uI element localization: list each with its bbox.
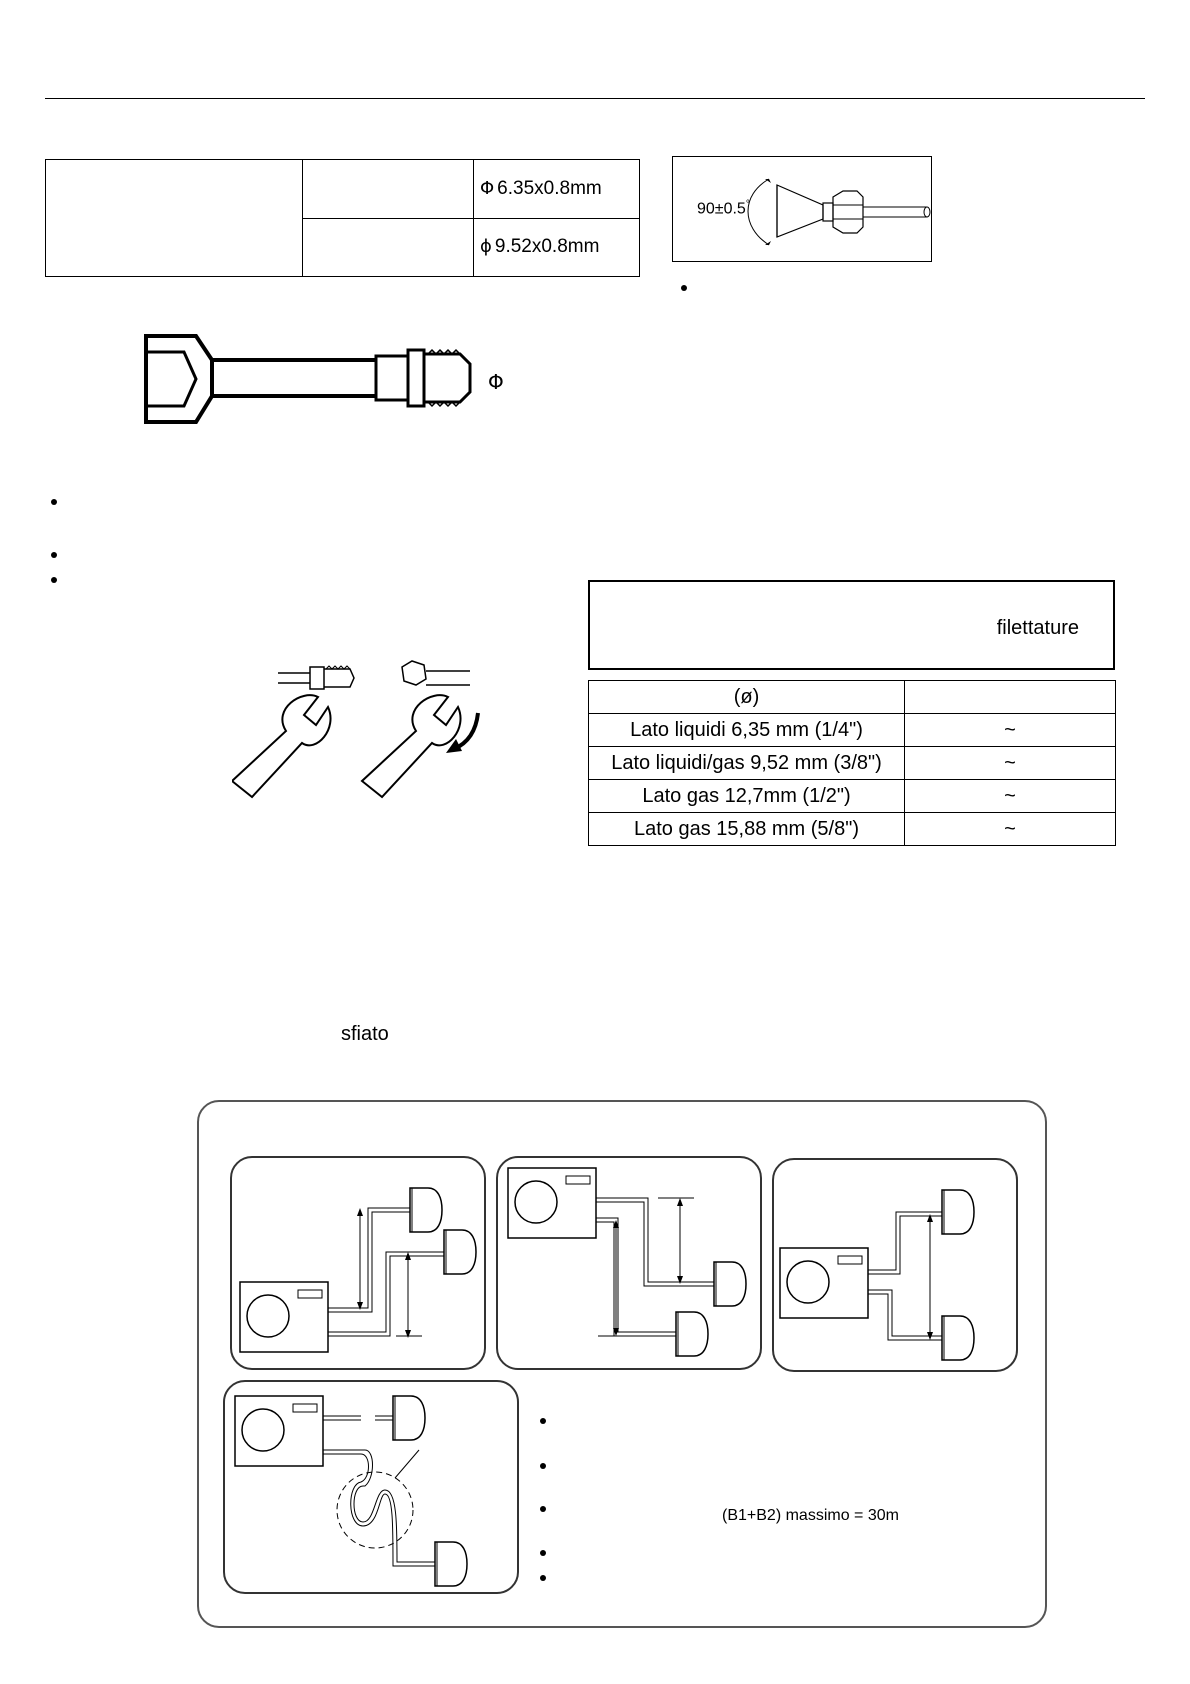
diameter-icon: Φ [480,177,495,199]
install-diagram-4 [225,1382,521,1596]
install-panel-oil-trap [223,1380,519,1594]
install-panel-outdoor-middle [772,1158,1018,1372]
bullet [540,1506,546,1512]
torque-row-label: Lato gas 12,7mm (1/2") [589,780,905,813]
bullet [540,1463,546,1469]
pipe-end-diameter-label: Φ [488,370,504,394]
flare-angle-label: 90±0.5° [697,199,750,218]
torque-row-label: Lato liquidi 6,35 mm (1/4") [589,714,905,747]
bullet [540,1418,546,1424]
table-row [589,747,1116,780]
torque-row-value: ~ [905,747,1116,780]
wrench-tightening-icon [232,655,502,805]
spec-empty-cell [46,160,303,277]
bullet [51,552,57,558]
bullet [540,1550,546,1556]
torque-row-value: ~ [905,714,1116,747]
sfiato-label: sfiato [341,1023,389,1045]
flared-pipe-end-icon [140,330,520,430]
torque-row-label: Lato gas 15,88 mm (5/8") [589,813,905,846]
spec-empty-cell [303,218,474,277]
spec-liquid-cell [474,160,640,219]
diameter-icon: ϕ [480,236,492,258]
spec-empty-cell [303,160,474,219]
torque-row-label: Lato liquidi/gas 9,52 mm (3/8") [589,747,905,780]
install-diagram-3 [774,1160,1020,1374]
spec-gas-cell [474,218,640,277]
spec-gas-value: 9.52x0.8mm [494,236,600,258]
table-row [589,813,1116,846]
torque-warning-box [588,580,1115,670]
install-diagram-2 [498,1158,764,1372]
bullet [540,1575,546,1581]
spec-liquid-value: 6.35x0.8mm [497,177,602,199]
table-row [589,714,1116,747]
pipe-spec-table [45,159,640,277]
bullet [51,499,57,505]
torque-row-value: ~ [905,813,1116,846]
install-panel-outdoor-above [496,1156,762,1370]
torque-col-header-empty [905,681,1116,714]
torque-table [588,680,1116,846]
table-row [589,681,1116,714]
flare-pipe-icon [673,157,931,261]
install-panel-outdoor-below [230,1156,486,1370]
torque-row-value: ~ [905,780,1116,813]
bullet [681,285,687,291]
max-length-note: (B1+B2) massimo = 30m [722,1507,899,1524]
torque-warning-text: filettature [996,617,1079,639]
torque-col-header: (ø) [589,681,905,714]
install-diagram-1 [232,1158,488,1372]
table-row [589,780,1116,813]
flare-angle-figure [672,156,932,262]
header-rule [45,98,1145,99]
bullet [51,577,57,583]
